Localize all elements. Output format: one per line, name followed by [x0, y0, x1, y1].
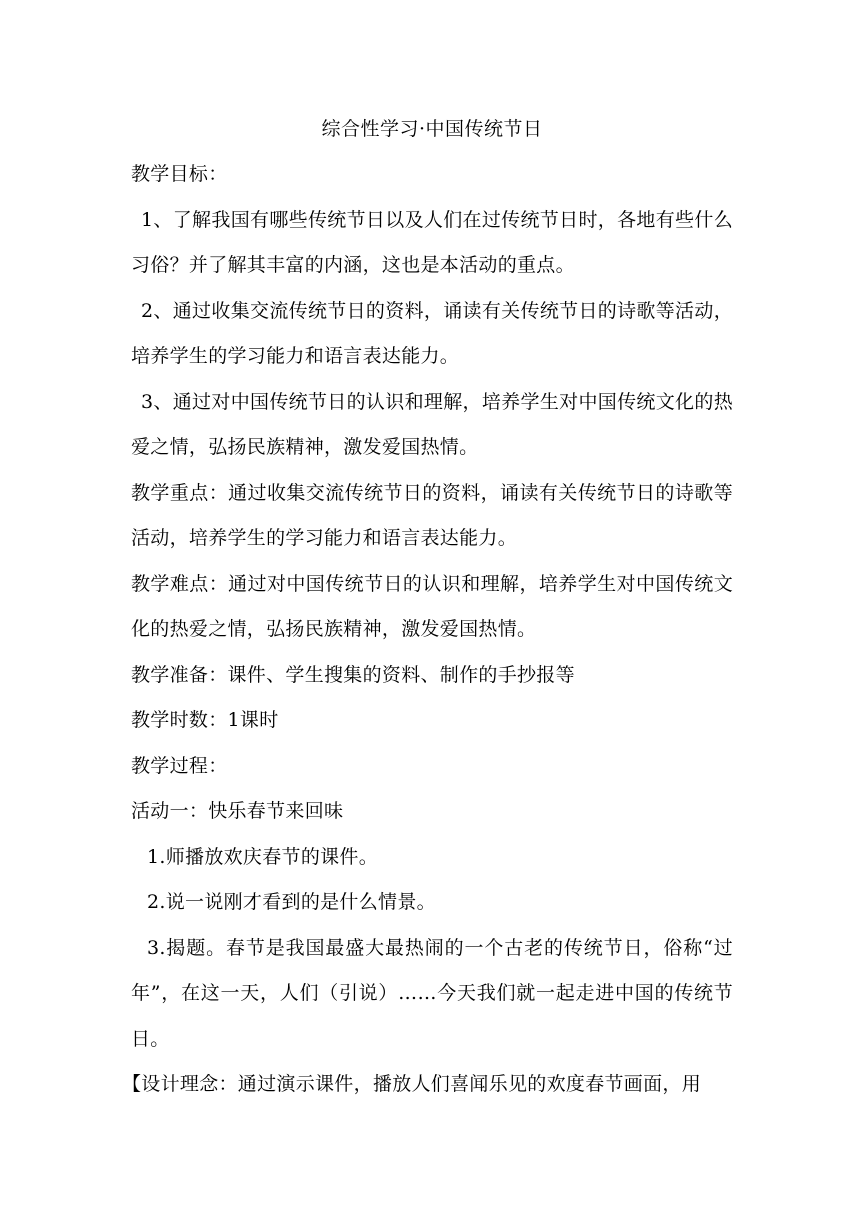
document-page — [122, 106, 733, 1108]
paragraph: 2、通过收集交流传统节日的资料，诵读有关传统节日的诗歌等活动，培养学生的学习能力和语言表达能力。 — [131, 299, 733, 367]
paragraph: 1、了解我国有哪些传统节日以及人们在过传统节日时，各地有些什么习俗？并了解其丰富的内涵，这也是本活动的重点。 — [131, 208, 733, 276]
paragraph: 2.说一说刚才看到的是什么情景。 — [147, 891, 436, 913]
paragraph: 教学准备：课件、学生搜集的资料、制作的手抄报等 — [131, 663, 575, 686]
paragraph: 活动一：快乐春节来回味 — [131, 800, 344, 822]
paragraph: 教学难点：通过对中国传统节日的认识和理解，培养学生对中国传统文化的热爱之情，弘扬民族精神，激发爱国热情。 — [131, 572, 733, 640]
paragraph: 教学重点：通过收集交流传统节日的资料，诵读有关传统节日的诗歌等活动，培养学生的学习能力和语言表达能力。 — [131, 481, 733, 549]
document-body — [122, 152, 733, 1108]
paragraph: 教学目标： — [131, 163, 228, 185]
paragraph: 教学过程： — [131, 754, 228, 777]
paragraph: 3、通过对中国传统节日的认识和理解，培养学生对中国传统文化的热爱之情，弘扬民族精神，激发爱国热情。 — [131, 390, 733, 458]
paragraph: 【设计理念：通过演示课件，播放人们喜闻乐见的欢度春节画面，用 — [122, 1073, 702, 1095]
paragraph: 3.揭题。春节是我国最盛大最热闹的一个古老的传统节日，俗称“过年”，在这一天，人们（引说）……今天我们就一起走进中国的传统节日。 — [131, 936, 733, 1050]
paragraph: 教学时数：1课时 — [131, 709, 279, 731]
paragraph: 1.师播放欢庆春节的课件。 — [147, 845, 379, 868]
document-title: 综合性学习·中国传统节日 — [321, 118, 543, 140]
